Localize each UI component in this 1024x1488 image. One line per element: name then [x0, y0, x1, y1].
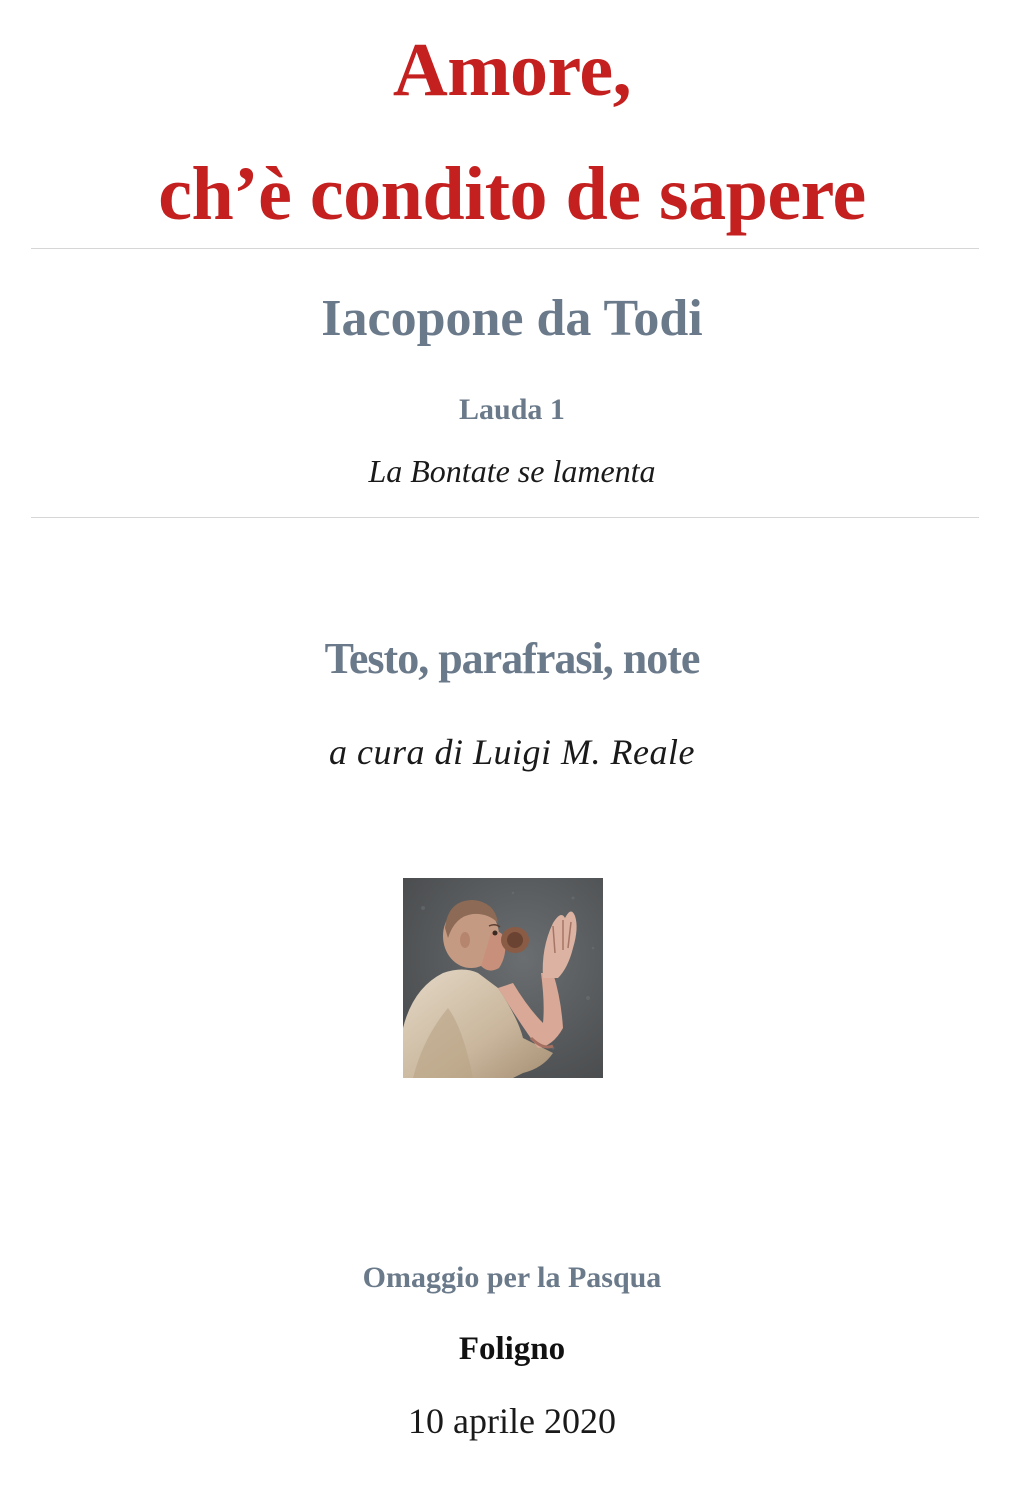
divider-bottom [31, 517, 979, 518]
divider-top [31, 248, 979, 249]
date: 10 aprile 2020 [408, 1401, 616, 1441]
lauda-subtitle: La Bontate se lamenta [368, 453, 656, 489]
editor-credit: a cura di Luigi M. Reale [329, 732, 695, 772]
dedication: Omaggio per la Pasqua [362, 1261, 662, 1294]
title-line-1: Amore, [392, 28, 632, 112]
lauda-number: Lauda 1 [459, 393, 565, 426]
edition-heading: Testo, parafrasi, note [324, 634, 700, 683]
title-line-2: ch’è condito de sapere [158, 152, 866, 236]
place: Foligno [458, 1331, 566, 1367]
praying-monk-image [403, 878, 603, 1078]
author-name: Iacopone da Todi [321, 290, 703, 347]
